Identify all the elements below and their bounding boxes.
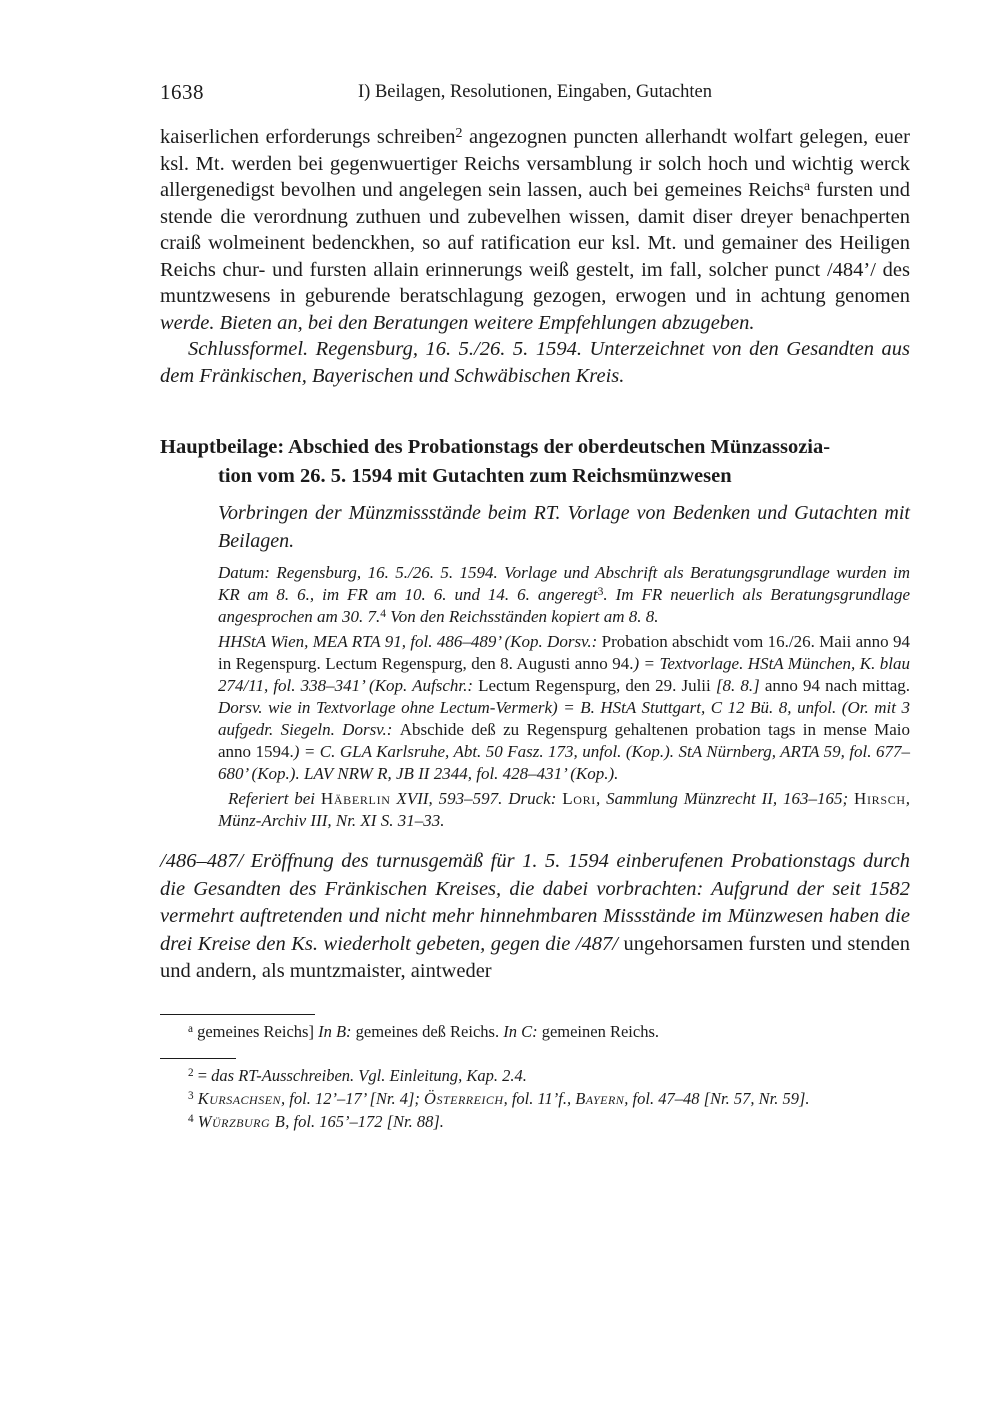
text-run: . Im FR neuerlich als Beratungsgrundlage angesprochen am 30. 7. [218, 585, 910, 626]
text-run: 4 [188, 1112, 194, 1125]
text-run: Schlussformel. Regensburg, 16. 5./26. 5. 1594. Unterzeichnet von den Gesandten aus dem Fränkischen, Bayerischen und Schwäbischen Kreis. [160, 338, 910, 387]
text-run: gemeinen Reichs. [541, 1021, 659, 1041]
footnote-2 [160, 1064, 910, 1087]
apparatus-divider-rule [160, 1014, 315, 1015]
text-run: Kursachsen [197, 1088, 282, 1108]
text-run: Hauptbeilage: Abschied des Probationstags der oberdeutschen Münzassozia- [160, 436, 831, 458]
paragraph-datum [218, 562, 910, 628]
text-run: Lori [562, 789, 596, 808]
text-run: HHStA Wien, MEA RTA 91, fol. 486–489’ (Kop. Dorsv.: [218, 632, 602, 651]
paragraph-transcription [160, 124, 910, 336]
text-run: tion vom 26. 5. 1594 mit Gutachten zum Reichsmünzwesen [218, 465, 732, 487]
text-column [160, 80, 910, 1133]
text-run: , fol. 11’f., [503, 1088, 576, 1108]
running-head: I) Beilagen, Resolutionen, Eingaben, Gutachten [358, 82, 712, 102]
paragraph-archival-sources [218, 631, 910, 785]
text-run: , Sammlung Münzrecht II, 163–165; [595, 789, 855, 808]
text-run: In C: [503, 1021, 542, 1041]
footnote-divider-rule [160, 1058, 236, 1059]
text-run: /486–487/ Eröffnung des turnusgemäß für 1. 5. 1594 einberufenen Probationstags durch die Gesandten des Fränkischen Kreises, die dabei vorbrachten: Aufgrund der seit 1582 vermehrt auftretenden und nicht mehr hinnehmbaren Missstände im Münzwesen haben die drei Kreise den Ks. wiederholt gebeten, gegen die /487/ [160, 850, 910, 955]
paragraph-schlussformel [160, 336, 910, 389]
text-run: In B: [318, 1021, 356, 1041]
text-run: 3 [188, 1089, 194, 1102]
text-run: 2 [455, 126, 463, 142]
footnote-4 [160, 1110, 910, 1133]
text-run: Abschide deß zu Regenspurg gehaltenen probation tags in mense Maio anno 1594. [218, 720, 910, 761]
text-run: Dorsv. wie in Textvorlage ohne Lectum-Vermerk) = B. HStA Stuttgart, C 12 Bü. 8, unfol. (Or. mit 3 aufgedr. Siegeln. Dorsv.: [218, 698, 910, 739]
apparatus-note-a [160, 1020, 910, 1043]
paragraph-eroeffnung [160, 848, 910, 986]
text-run: Referiert bei [228, 789, 321, 808]
text-run: 2 [188, 1066, 194, 1079]
text-run: Hirsch [854, 789, 906, 808]
text-run: werde. Bieten an, bei den Beratungen weitere Empfehlungen abzugeben. [160, 311, 755, 334]
text-run: a [803, 179, 811, 195]
paragraph-referiert [218, 788, 910, 832]
text-run: , fol. 47–48 [Nr. 57, Nr. 59]. [624, 1088, 810, 1108]
text-run: das RT-Ausschreiben. Vgl. Einleitung, Kap. 2.4. [211, 1065, 527, 1085]
paragraph-vorbringen [218, 500, 910, 555]
text-run: 3 [597, 585, 604, 599]
text-run: a [188, 1022, 193, 1035]
page-number: 1638 [160, 80, 204, 104]
footnote-area [160, 1014, 910, 1133]
text-run: Würzburg B [197, 1111, 286, 1131]
text-run: Probation abschidt vom 16./26. Maii anno 94 in Regenspurg. Lectum Regenspurg, den 8. Augusti anno 94. [218, 632, 911, 673]
text-run: Datum: Regensburg, 16. 5./26. 5. 1594. Vorlage und Abschrift als Beratungsgrundlage wurden im KR am 8. 6., im FR am 10. 6. und 14. 6. angeregt [218, 563, 910, 604]
text-run: ungehorsamen fursten und stenden und andern, als muntzmaister, aintweder [160, 932, 910, 982]
text-run: ) = Textvorlage. HStA München, K. blau 274/11, fol. 338–341’ (Kop. Aufschr.: [218, 654, 910, 695]
section-heading-hauptbeilage [160, 433, 910, 491]
text-run: [8. 8.] [715, 676, 765, 695]
text-run: ) = C. GLA Karlsruhe, Abt. 50 Fasz. 173, unfol. (Kop.). StA Nürnberg, ARTA 59, fol. 677–680’ (Kop.). LAV NRW R, JB II 2344, fol. 428–431’ (Kop.). [218, 742, 910, 783]
text-run: = [193, 1065, 212, 1085]
text-run: Vorbringen der Münzmissstände beim RT. Vorlage von Bedenken und Gutachten mit Beilagen. [218, 502, 910, 552]
footnote-3 [160, 1087, 910, 1110]
text-run: kaiserlichen erforderungs schreiben [160, 126, 456, 148]
text-run: Von den Reichsständen kopiert am 8. 8. [386, 607, 659, 626]
page-header [160, 80, 910, 106]
text-run: , fol. 12’–17’ [Nr. 4]; [281, 1088, 425, 1108]
text-run: anno 94 nach mittag. [764, 676, 910, 695]
text-run: Österreich [424, 1088, 504, 1108]
text-run: , fol. 165’–172 [Nr. 88]. [285, 1111, 444, 1131]
text-run: angezognen puncten allerhandt wolfart gelegen, euer ksl. Mt. werden bei gegenwuertiger Reichs versamblung ir solch hoch und wichtig werck allergenedigst bevolhen und angelegen sein lassen, auch bei gemeines Reichs [160, 126, 910, 201]
text-run: Bayern [575, 1088, 625, 1108]
text-run: , Münz-Archiv III, Nr. XI S. 31–33. [218, 789, 910, 830]
text-run: 4 [380, 607, 387, 621]
text-run: fursten und stende die verordnung zuthuen und zubevelhen wissen, damit diser dreyer benachperten craiß wolmeinent bedenckhen, so auf ratification eur ksl. Mt. und gemainer des Heiligen Reichs chur- und fursten allain erinnerungs weiß gestelt, im fall, solcher punct /484’/ des muntzwesens in geburende beratschlagung gezogen, erwogen und in achtung genomen [160, 179, 910, 307]
text-run: Lectum Regenspurg, den 29. Julii [478, 676, 716, 695]
text-run: Häberlin [320, 789, 391, 808]
text-run: XVII, 593–597. Druck: [390, 789, 563, 808]
text-run: gemeines Reichs] [192, 1021, 319, 1041]
text-run: gemeines deß Reichs. [355, 1021, 504, 1041]
